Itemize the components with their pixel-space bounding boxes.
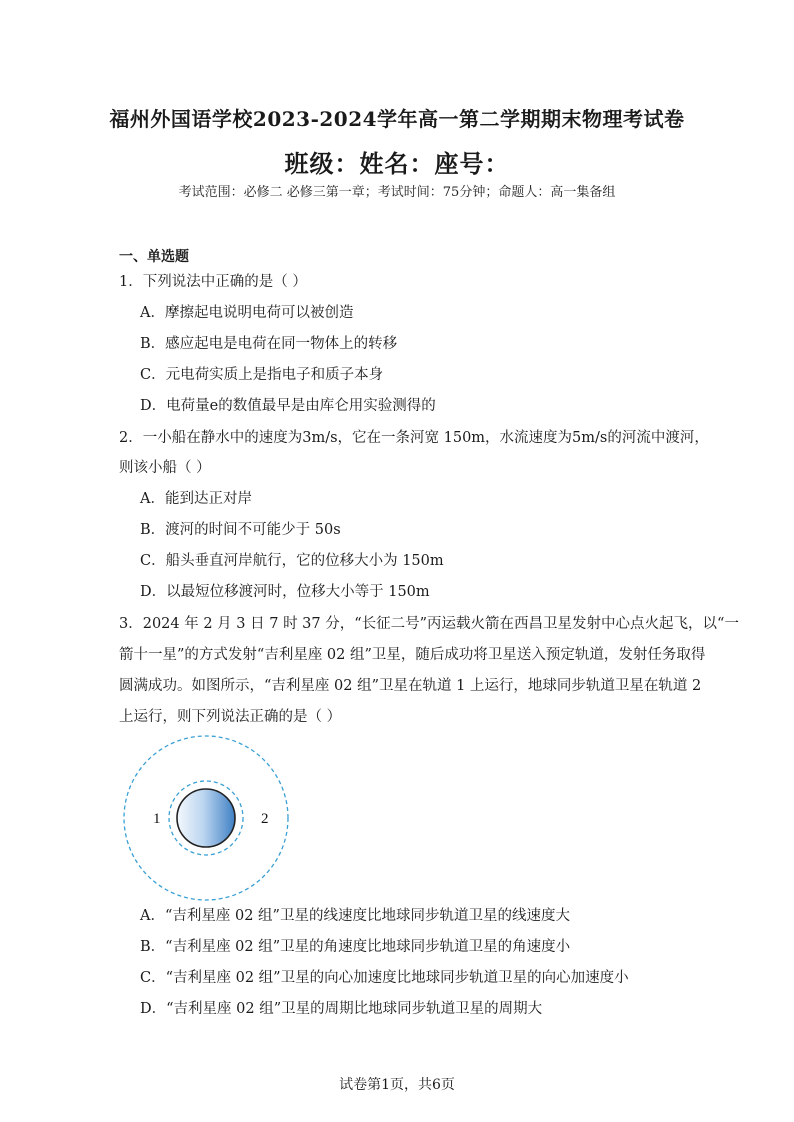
- question-1-stem: 1．下列说法中正确的是（ ）: [119, 274, 307, 290]
- exam-title: 福州外国语学校2023-2024学年高一第二学期期末物理考试卷: [109, 107, 685, 131]
- student-info-line: 班级：姓名：座号：: [284, 150, 510, 178]
- exam-info: 考试范围：必修二 必修三第一章；考试时间：75分钟；命题人：高一集备组: [178, 185, 616, 200]
- orbit-label-1: 1: [153, 811, 161, 827]
- question-2-option-b: B．渡河的时间不可能少于 50s: [140, 522, 341, 538]
- question-2-stem-line-2: 则该小船（ ）: [119, 460, 211, 476]
- question-1-option-c: C．元电荷实质上是指电子和质子本身: [140, 367, 384, 383]
- section-heading: 一、单选题: [119, 249, 189, 265]
- question-2-stem-line-1: 2．一小船在静水中的速度为3m/s，它在一条河宽 150m，水流速度为5m/s的河流中渡河，: [119, 430, 709, 446]
- question-3-option-b: B．“吉利星座 02 组”卫星的角速度比地球同步轨道卫星的角速度小: [140, 939, 571, 955]
- earth-circle: [177, 789, 235, 847]
- page-number: 试卷第1页，共6页: [339, 1077, 455, 1093]
- question-2-option-a: A．能到达正对岸: [140, 491, 252, 507]
- question-2-option-d: D．以最短位移渡河时，位移大小等于 150m: [140, 584, 430, 600]
- question-1-option-a: A．摩擦起电说明电荷可以被创造: [140, 305, 354, 321]
- question-3-option-a: A．“吉利星座 02 组”卫星的线速度比地球同步轨道卫星的线速度大: [140, 908, 570, 924]
- question-3-stem-line-4: 上运行，则下列说法正确的是（ ）: [119, 709, 342, 725]
- question-3-stem-line-1: 3．2024 年 2 月 3 日 7 时 37 分，“长征二号”丙运载火箭在西昌卫星发射中心点火起飞，以“一: [119, 616, 739, 632]
- orbit-diagram: [118, 733, 294, 903]
- question-1-option-b: B．感应起电是电荷在同一物体上的转移: [140, 336, 398, 352]
- question-3-stem-line-3: 圆满成功。如图所示，“吉利星座 02 组”卫星在轨道 1 上运行，地球同步轨道卫星在轨道 2: [119, 678, 702, 694]
- question-3-stem-line-2: 箭十一星”的方式发射“吉利星座 02 组”卫星，随后成功将卫星送入预定轨道，发射任务取得: [119, 647, 706, 663]
- orbit-label-2: 2: [261, 811, 269, 827]
- question-3-option-c: C．“吉利星座 02 组”卫星的向心加速度比地球同步轨道卫星的向心加速度小: [140, 970, 629, 986]
- question-1-option-d: D．电荷量e的数值最早是由库仑用实验测得的: [140, 398, 436, 414]
- question-3-option-d: D．“吉利星座 02 组”卫星的周期比地球同步轨道卫星的周期大: [140, 1001, 543, 1017]
- question-2-option-c: C．船头垂直河岸航行，它的位移大小为 150m: [140, 553, 444, 569]
